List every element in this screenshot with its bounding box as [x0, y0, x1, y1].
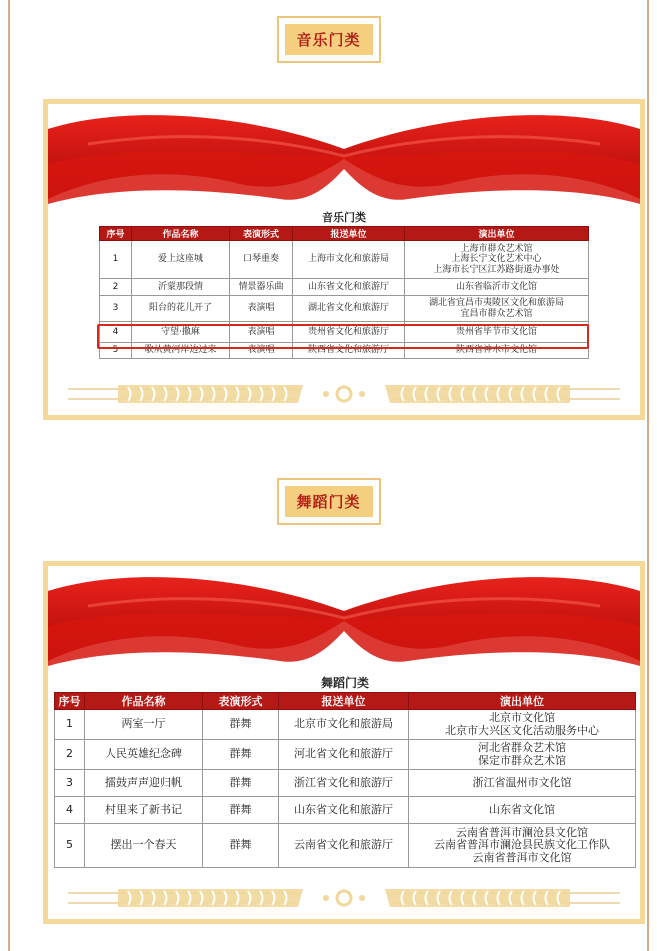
col-header: 演出单位: [409, 693, 636, 710]
music-tag-label: 音乐门类: [284, 24, 372, 55]
performer-line: 陕西省神木市文化馆: [455, 345, 537, 356]
cell-sender: 浙江省文化和旅游厅: [279, 770, 409, 797]
performer-line: 贵州省毕节市文化馆: [455, 326, 537, 337]
cell-name: 歌从黄河岸边过来: [132, 343, 230, 359]
music-card: [43, 99, 645, 420]
cell-performer: [405, 241, 589, 279]
performer-line: 宜昌市群众艺术馆: [460, 308, 533, 319]
table-row: [55, 824, 636, 868]
cell-name: 爱上这座城: [132, 241, 230, 279]
cell-sender: 云南省文化和旅游厅: [279, 824, 409, 868]
cell-form: 群舞: [203, 824, 279, 868]
table-row: [100, 279, 589, 296]
table-row: [55, 770, 636, 797]
cell-performer: [405, 296, 589, 322]
cell-sender: 上海市文化和旅游局: [293, 241, 405, 279]
cell-no: 2: [55, 740, 85, 770]
performer-line: 云南省普洱市澜沧县文化馆: [456, 825, 588, 839]
cell-sender: 山东省文化和旅游厅: [293, 279, 405, 296]
performer-line: 山东省文化馆: [489, 802, 555, 816]
performer-line: 河北省群众艺术馆: [478, 740, 566, 754]
cell-name: 守望·撒麻: [132, 322, 230, 343]
col-header: 表演形式: [203, 693, 279, 710]
cell-performer: [405, 343, 589, 359]
cell-no: 4: [55, 797, 85, 824]
dance-table: [54, 692, 636, 868]
col-header: 作品名称: [85, 693, 203, 710]
cell-name: 村里来了新书记: [85, 797, 203, 824]
performer-line: 山东省临沂市文化馆: [455, 281, 537, 292]
dance-section-tag: [276, 478, 380, 525]
cell-form: 群舞: [203, 710, 279, 740]
cell-form: 表演唱: [230, 296, 293, 322]
col-header: 序号: [55, 693, 85, 710]
cell-performer: [409, 740, 636, 770]
cell-performer: [409, 797, 636, 824]
cell-no: 5: [55, 824, 85, 868]
cell-no: 3: [55, 770, 85, 797]
col-header: 序号: [100, 227, 132, 241]
performer-line: 云南省普洱市澜沧县民族文化工作队: [434, 838, 610, 852]
cell-form: 群舞: [203, 797, 279, 824]
cell-sender: 山东省文化和旅游厅: [279, 797, 409, 824]
dance-tag-label: 舞蹈门类: [284, 486, 372, 517]
table-row: [55, 740, 636, 770]
performer-line: 上海长宁文化艺术中心: [451, 254, 542, 265]
cell-form: 群舞: [203, 770, 279, 797]
cell-sender: 北京市文化和旅游局: [279, 710, 409, 740]
music-table-title: 音乐门类: [322, 211, 366, 224]
cell-form: 表演唱: [230, 343, 293, 359]
cell-form: 群舞: [203, 740, 279, 770]
gold-divider-ornament: [48, 883, 640, 913]
table-row: [55, 797, 636, 824]
cell-form: 表演唱: [230, 322, 293, 343]
cell-sender: 贵州省文化和旅游厅: [293, 322, 405, 343]
page: [8, 0, 649, 951]
cell-form: 口琴重奏: [230, 241, 293, 279]
performer-line: 保定市群众艺术馆: [478, 753, 566, 767]
performer-line: 上海市群众艺术馆: [460, 243, 533, 254]
table-row: [100, 296, 589, 322]
cell-no: 5: [100, 343, 132, 359]
performer-line: 湖北省宜昌市夷陵区文化和旅游局: [428, 298, 564, 309]
red-ribbon-image: [48, 566, 640, 676]
cell-performer: [409, 824, 636, 868]
col-header: 作品名称: [132, 227, 230, 241]
table-row: [100, 241, 589, 279]
cell-no: 1: [100, 241, 132, 279]
gold-divider-ornament: [48, 379, 640, 409]
table-row-highlighted: [100, 322, 589, 343]
dance-table-title: 舞蹈门类: [320, 676, 369, 690]
cell-form: 情景器乐曲: [230, 279, 293, 296]
cell-name: 摆出一个春天: [85, 824, 203, 868]
cell-no: 1: [55, 710, 85, 740]
col-header: 演出单位: [405, 227, 589, 241]
dance-table-wrap: [54, 674, 636, 868]
performer-line: 北京市文化馆: [489, 710, 555, 724]
music-table-wrap: [99, 209, 589, 359]
table-row: [100, 343, 589, 359]
cell-name: 沂蒙那段情: [132, 279, 230, 296]
cell-performer: [405, 279, 589, 296]
cell-no: 3: [100, 296, 132, 322]
dance-card: [43, 561, 645, 924]
performer-line: 上海市长宁区江苏路街道办事处: [433, 264, 560, 275]
cell-performer: [405, 322, 589, 343]
cell-name: 擂鼓声声迎归帆: [85, 770, 203, 797]
performer-line: 云南省普洱市文化馆: [472, 850, 572, 864]
col-header: 表演形式: [230, 227, 293, 241]
cell-name: 人民英雄纪念碑: [85, 740, 203, 770]
performer-line: 浙江省温州市文化馆: [472, 775, 572, 789]
music-section-tag: [276, 16, 380, 63]
cell-performer: [409, 710, 636, 740]
cell-no: 4: [100, 322, 132, 343]
music-table: [99, 226, 589, 359]
cell-sender: 陕西省文化和旅游厅: [293, 343, 405, 359]
cell-name: 阳台的花儿开了: [132, 296, 230, 322]
cell-sender: 河北省文化和旅游厅: [279, 740, 409, 770]
performer-line: 北京市大兴区文化活动服务中心: [445, 723, 599, 737]
red-ribbon-image: [48, 104, 640, 214]
table-row: [55, 710, 636, 740]
col-header: 报送单位: [279, 693, 409, 710]
cell-performer: [409, 770, 636, 797]
cell-name: 两室一厅: [85, 710, 203, 740]
cell-no: 2: [100, 279, 132, 296]
cell-sender: 湖北省文化和旅游厅: [293, 296, 405, 322]
col-header: 报送单位: [293, 227, 405, 241]
